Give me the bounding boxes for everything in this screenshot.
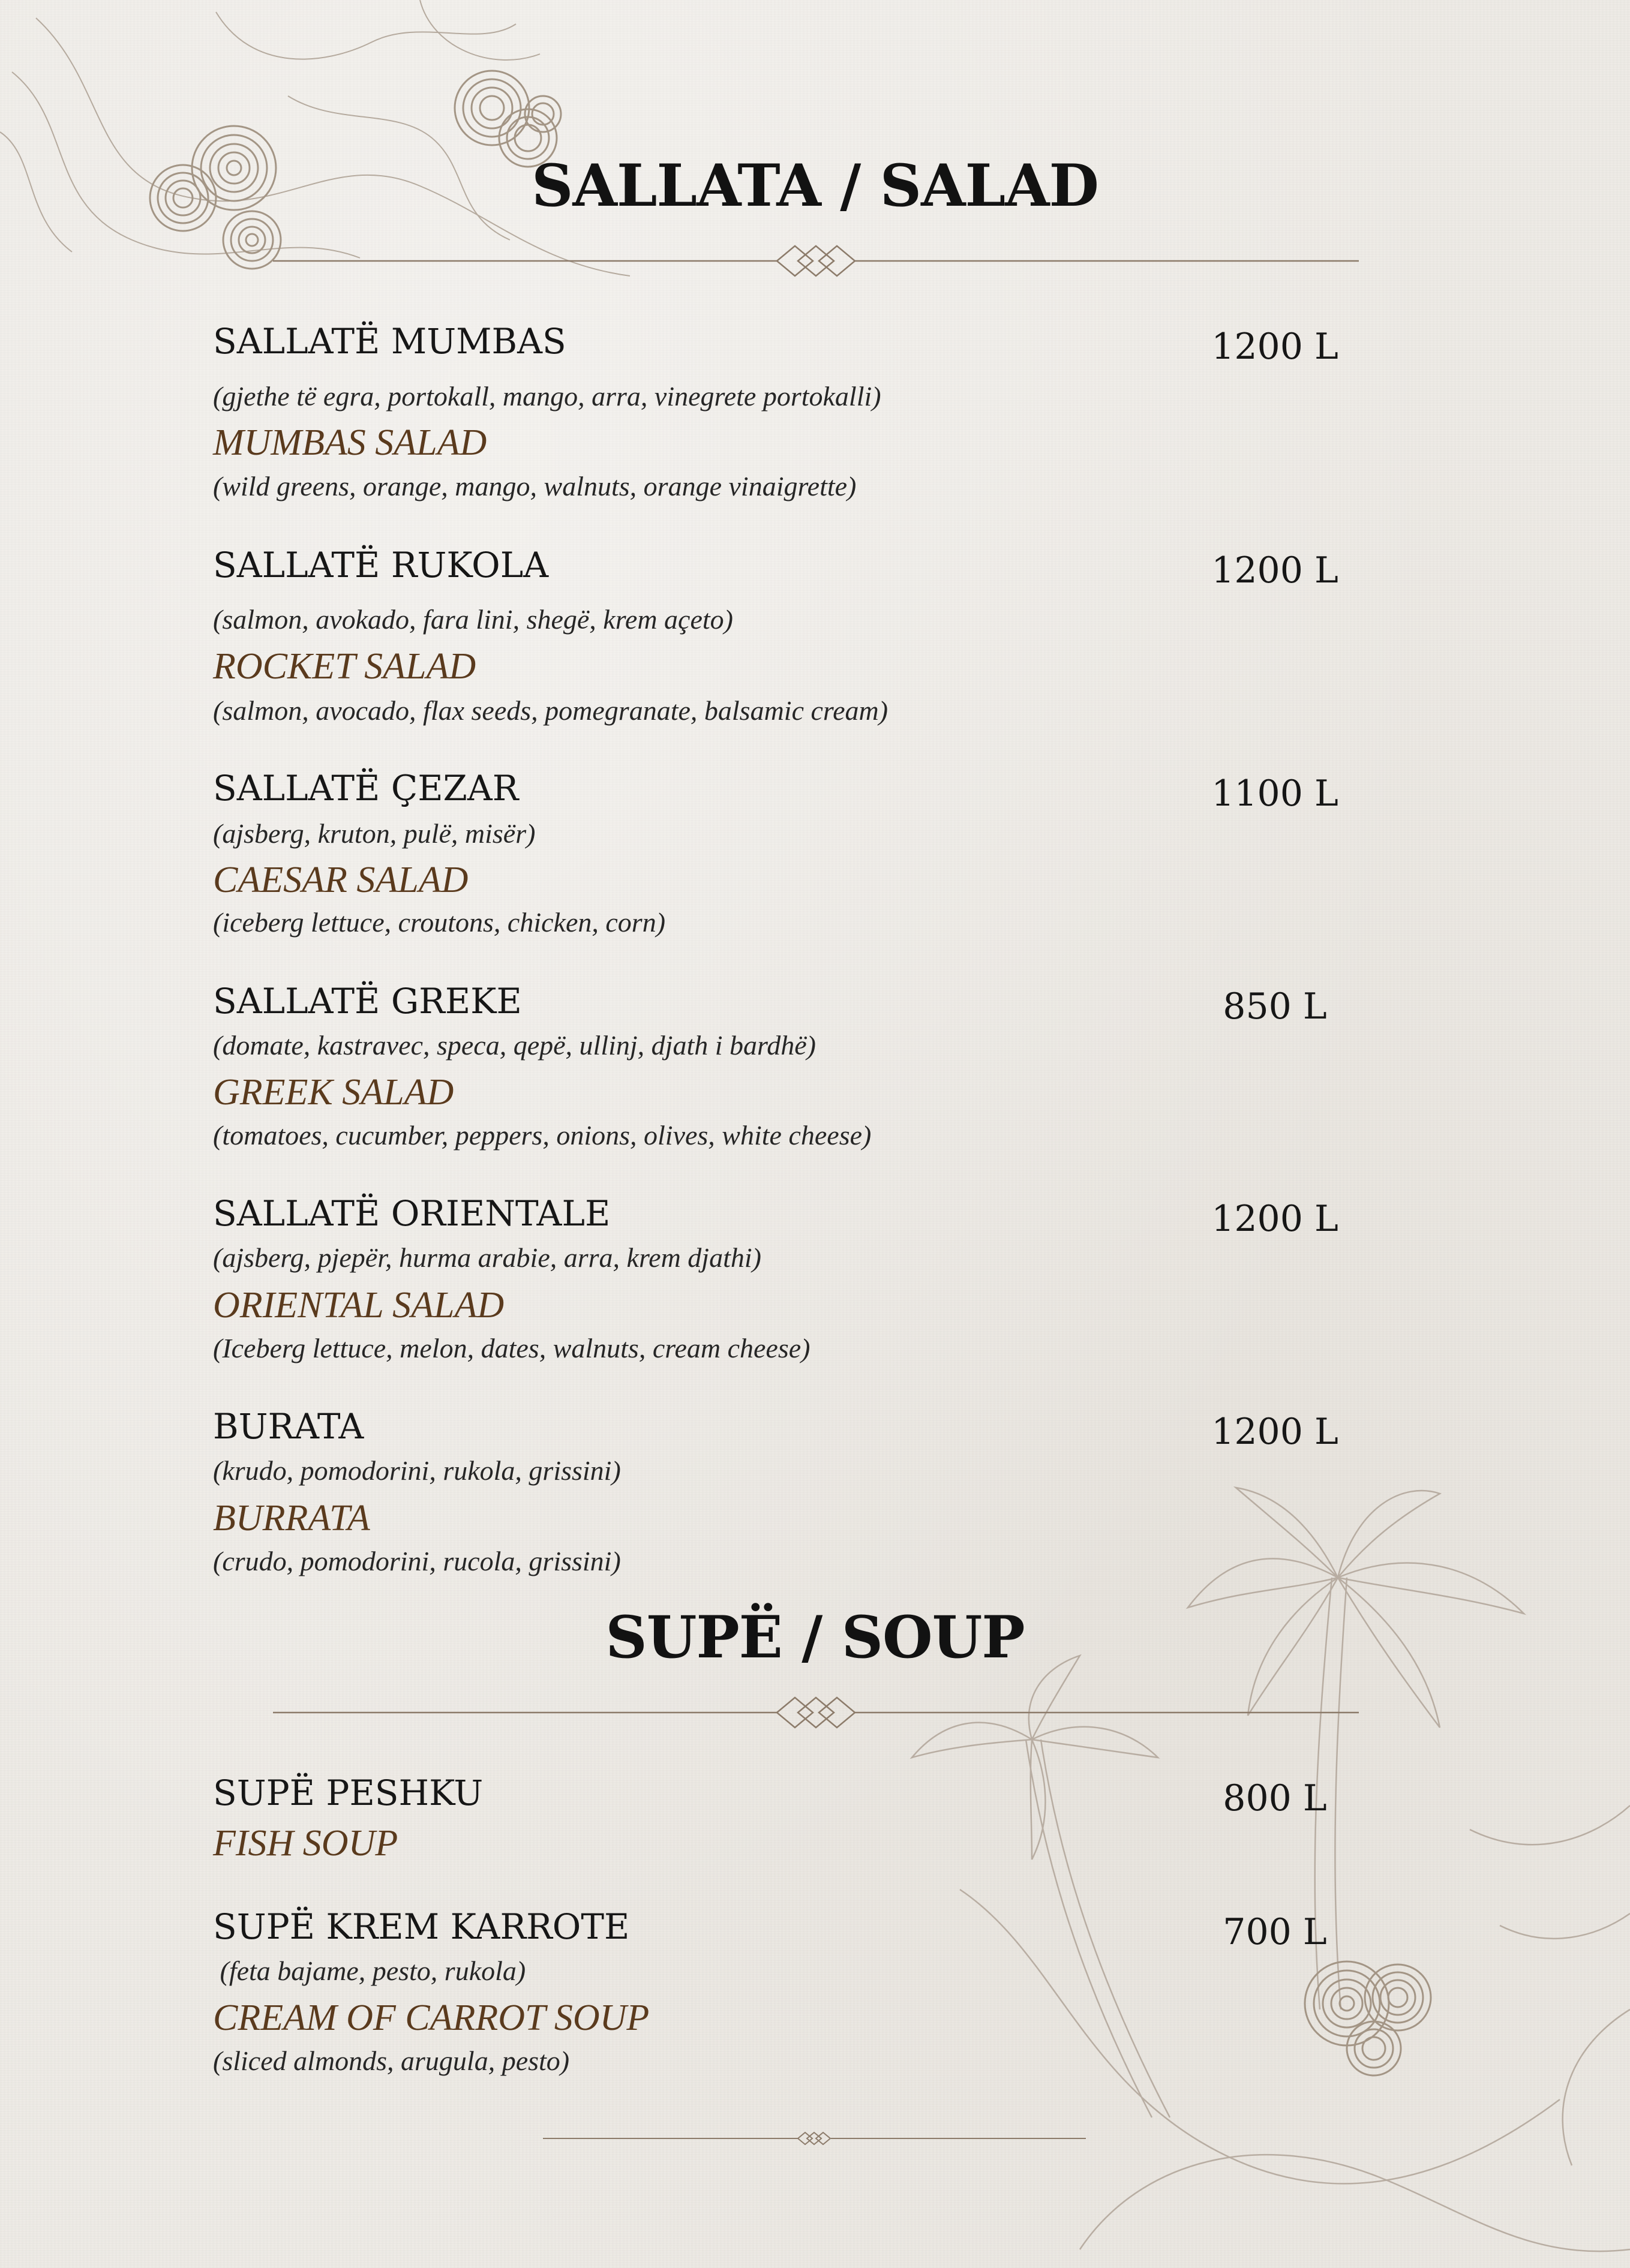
item-price: 1200 L [1211,326,1338,368]
item-description: (feta bajame, pesto, rukola) [213,1955,526,1986]
item-description: (krudo, pomodorini, rukola, grissini) [213,1455,621,1486]
section-title-soup: SUPË / SOUP [605,1603,1025,1671]
item-price: 850 L [1223,986,1327,1028]
item-name-english: CAESAR SALAD [213,860,469,900]
item-name: SALLATË RUKOLA [213,545,549,585]
diamond-knot-divider-icon [273,1695,1359,1731]
item-description: (ajsberg, pjepër, hurma arabie, arra, krem djathi) [213,1242,761,1273]
item-name: SALLATË ORIENTALE [213,1193,611,1234]
item-description-english: (iceberg lettuce, croutons, chicken, corn) [213,907,666,938]
item-description: (ajsberg, kruton, pulë, misër) [213,818,536,849]
diamond-knot-divider-icon [273,243,1359,279]
item-description: (gjethe të egra, portokall, mango, arra, vinegrete portokalli) [213,381,881,411]
item-name-english: CREAM OF CARROT SOUP [213,1997,650,2038]
item-price: 1200 L [1211,1198,1338,1240]
item-name-english: ROCKET SALAD [213,646,476,687]
item-name-english: FISH SOUP [213,1823,398,1864]
item-description-english: (salmon, avocado, flax seeds, pomegranate, balsamic cream) [213,695,888,726]
item-name: BURATA [213,1406,364,1447]
item-description-english: (crudo, pomodorini, rucola, grissini) [213,1546,621,1576]
item-price: 1200 L [1211,1411,1338,1453]
item-price: 800 L [1223,1777,1327,1819]
item-name: SUPË KREM KARROTE [213,1906,630,1947]
item-description-english: (sliced almonds, arugula, pesto) [213,2045,570,2076]
item-name-english: GREEK SALAD [213,1072,454,1113]
item-price: 1200 L [1211,549,1338,591]
item-description: (salmon, avokado, fara lini, shegë, krem açeto) [213,604,733,635]
section-title-salad: SALLATA / SALAD [532,152,1098,220]
item-name: SALLATË ÇEZAR [213,768,519,809]
item-name-english: ORIENTAL SALAD [213,1285,505,1326]
item-price: 700 L [1223,1911,1327,1953]
item-name: SALLATË MUMBAS [213,321,566,362]
item-name: SUPË PESHKU [213,1773,484,1813]
bottom-divider-icon [543,2126,1086,2150]
item-name-english: MUMBAS SALAD [213,422,487,463]
item-description-english: (wild greens, orange, mango, walnuts, orange vinaigrette) [213,471,857,501]
item-description-english: (Iceberg lettuce, melon, dates, walnuts, cream cheese) [213,1333,811,1363]
item-description-english: (tomatoes, cucumber, peppers, onions, olives, white cheese) [213,1120,872,1150]
item-description: (domate, kastravec, speca, qepë, ullinj, djath i bardhë) [213,1030,816,1061]
item-name: SALLATË GREKE [213,981,522,1022]
item-name-english: BURRATA [213,1498,370,1539]
item-price: 1100 L [1211,773,1338,815]
